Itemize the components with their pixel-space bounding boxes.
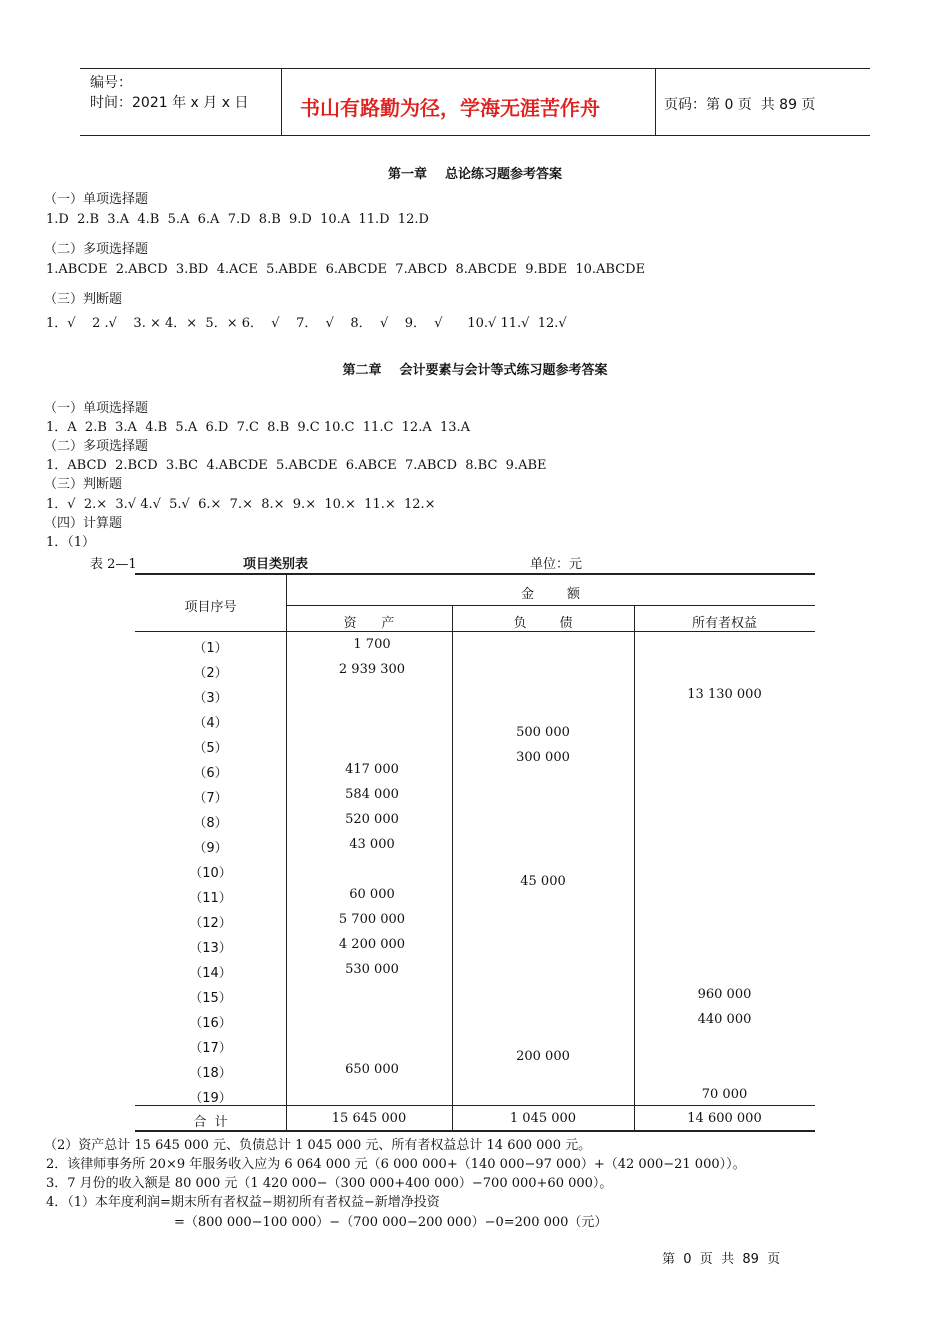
table-row-item: （11） xyxy=(189,891,232,906)
table-header-amount: 金 额 xyxy=(520,587,581,602)
table-cell-equity: 960 000 xyxy=(697,987,752,1002)
answer-line: =（800 000−100 000）−（700 000−200 000）−0=200 000（元） xyxy=(174,1215,608,1230)
table-header-rule xyxy=(135,631,815,632)
chapter2-title: 第二章 会计要素与会计等式练习题参考答案 xyxy=(342,363,608,378)
table-bottom-rule xyxy=(135,1130,815,1132)
table-header-asset: 资 产 xyxy=(343,616,395,631)
table-cell-equity: 13 130 000 xyxy=(687,687,762,702)
chapter2-line: 1．（1） xyxy=(46,535,96,550)
table-cell-asset: 530 000 xyxy=(345,962,399,977)
table-unit: 单位：元 xyxy=(530,557,583,572)
table-header-equity: 所有者权益 xyxy=(691,616,757,631)
chapter2-line: （一）单项选择题 xyxy=(44,401,149,416)
chapter1-section1-answers: 1.D 2.B 3.A 4.B 5.A 6.A 7.D 8.B 9.D 10.A 11.D 12.D xyxy=(46,212,429,227)
table-row-item: （14） xyxy=(189,966,232,981)
answer-line: 2．该律师事务所 20×9 年服务收入应为 6 064 000 元（6 000 000+（140 000−97 000）+（42 000−21 000））。 xyxy=(46,1157,746,1172)
table-cell-asset: 43 000 xyxy=(349,837,395,852)
chapter1-section2-heading: （二）多项选择题 xyxy=(44,242,149,257)
table-cell-liability: 500 000 xyxy=(516,725,570,740)
table-cell-asset: 650 000 xyxy=(345,1062,399,1077)
table-row-item: （7） xyxy=(193,791,228,806)
page-footer: 第 0 页 共 89 页 xyxy=(662,1252,781,1267)
chapter1-section3-heading: （三）判断题 xyxy=(44,292,123,307)
table-cell-asset: 60 000 xyxy=(349,887,395,902)
table-row-item: （6） xyxy=(193,766,228,781)
table-header-item: 项目序号 xyxy=(184,600,237,615)
date-label: 时间：2021 年 x 月 x 日 xyxy=(90,95,249,111)
serial-label: 编号： xyxy=(90,75,132,91)
table-label: 表 2—1 xyxy=(90,557,137,572)
table-cell-liability: 200 000 xyxy=(516,1049,570,1064)
motto: 书山有路勤为径，学海无涯苦作舟 xyxy=(300,96,600,120)
table-cell-asset: 584 000 xyxy=(345,787,399,802)
table-cell-equity: 70 000 xyxy=(701,1087,748,1102)
chapter1-section1-heading: （一）单项选择题 xyxy=(44,192,149,207)
table-header-liability: 负 债 xyxy=(513,616,573,631)
table-row-item: （13） xyxy=(189,941,232,956)
table-cell-liability: 300 000 xyxy=(516,750,570,765)
table-cell-asset: 1 700 xyxy=(353,637,391,652)
header-top-rule xyxy=(80,68,870,69)
table-row-item: （3） xyxy=(193,691,228,706)
chapter1-section3-answers: 1．√ 2 .√ 3. × 4．× 5．× 6． √ 7． √ 8． √ 9． √ 10.√ 11.√ 12.√ xyxy=(46,316,567,331)
table-row-item: （4） xyxy=(193,716,228,731)
table-top-rule xyxy=(135,573,815,575)
chapter2-line: 1．ABCD 2.BCD 3.BC 4.ABCDE 5.ABCDE 6.ABCE 7.ABCD 8.BC 9.ABE xyxy=(46,458,547,473)
chapter2-line: （二）多项选择题 xyxy=(44,439,149,454)
table-row-item: （15） xyxy=(189,991,232,1006)
page-label: 页码：第 0 页 共 89 页 xyxy=(664,97,816,113)
table-cell-asset: 417 000 xyxy=(345,762,399,777)
header-divider-left xyxy=(281,68,282,136)
header-divider-right xyxy=(655,68,656,136)
answer-line: （2）资产总计 15 645 000 元、负债总计 1 045 000 元、所有者权益总计 14 600 000 元。 xyxy=(44,1138,592,1153)
table-row-item: （18） xyxy=(189,1066,232,1081)
answer-line: 4．（1）本年度利润=期末所有者权益−期初所有者权益−新增净投资 xyxy=(46,1195,440,1210)
table-row-item: （1） xyxy=(193,641,228,656)
table-row-item: （12） xyxy=(189,916,232,931)
table-amount-rule xyxy=(286,605,815,606)
table-cell-equity: 440 000 xyxy=(697,1012,752,1027)
chapter1-title: 第一章 总论练习题参考答案 xyxy=(387,167,563,182)
header-bottom-rule xyxy=(80,135,870,136)
table-title: 项目类别表 xyxy=(243,557,309,572)
table-row-item: （8） xyxy=(193,816,228,831)
table-row-item: （5） xyxy=(193,741,228,756)
table-total-liability: 1 045 000 xyxy=(509,1111,577,1126)
table-row-item: （16） xyxy=(189,1016,232,1031)
table-col-rule xyxy=(634,606,635,1131)
chapter2-line: 1．A 2.B 3.A 4.B 5.A 6.D 7.C 8.B 9.C 10.C 11.C 12.A 13.A xyxy=(46,420,471,435)
table-row-item: （10） xyxy=(189,866,232,881)
table-row-item: （9） xyxy=(193,841,228,856)
table-cell-liability: 45 000 xyxy=(520,874,566,889)
table-total-equity: 14 600 000 xyxy=(687,1111,762,1126)
table-cell-asset: 4 200 000 xyxy=(338,937,406,952)
table-row-item: （19） xyxy=(189,1091,232,1106)
table-cell-asset: 520 000 xyxy=(345,812,399,827)
answer-line: 3．7 月份的收入额是 80 000 元（1 420 000−（300 000+400 000）−700 000+60 000）。 xyxy=(46,1176,613,1191)
chapter1-section2-answers: 1.ABCDE 2.ABCD 3.BD 4.ACE 5.ABDE 6.ABCDE 7.ABCD 8.ABCDE 9.BDE 10.ABCDE xyxy=(46,262,646,277)
chapter2-line: （三）判断题 xyxy=(44,477,123,492)
table-col-rule xyxy=(286,575,287,1131)
chapter2-line: 1．√ 2.× 3.√ 4.√ 5.√ 6.× 7.× 8.× 9.× 10.× 11.× 12.× xyxy=(46,497,436,512)
table-cell-asset: 2 939 300 xyxy=(338,662,406,677)
table-row-item: （17） xyxy=(189,1041,232,1056)
table-total-asset: 15 645 000 xyxy=(331,1111,407,1126)
table-total-label: 合 计 xyxy=(193,1115,228,1130)
chapter2-line: （四）计算题 xyxy=(44,516,123,531)
table-cell-asset: 5 700 000 xyxy=(338,912,406,927)
table-row-item: （2） xyxy=(193,666,228,681)
